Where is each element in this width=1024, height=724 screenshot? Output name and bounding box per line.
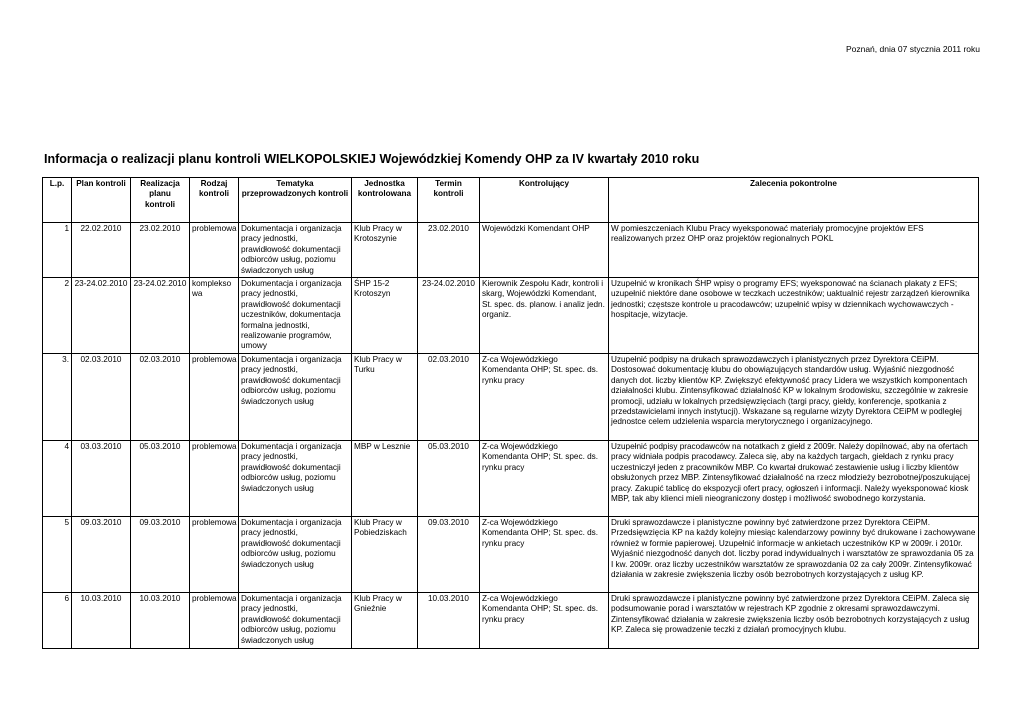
cell-termin: 23.02.2010 [418, 223, 480, 278]
cell-jednostka: ŚHP 15-2 Krotoszyn [352, 278, 418, 354]
cell-kontrolujacy: Wojewódzki Komendant OHP [480, 223, 609, 278]
cell-jednostka: Klub Pracy w Gnieźnie [352, 592, 418, 648]
cell-lp: 6 [43, 592, 72, 648]
cell-plan: 02.03.2010 [72, 353, 131, 440]
table-header-row [43, 178, 979, 223]
cell-realizacja: 02.03.2010 [131, 353, 190, 440]
cell-kontrolujacy: Z-ca Wojewódzkiego Komendanta OHP; St. spec. ds. rynku pracy [480, 353, 609, 440]
cell-tematyka: Dokumentacja i organizacja pracy jednostki, prawidłowość dokumentacji uczestników, dokumentacja formalna jednostki, realizowanie programów, umowy [239, 278, 352, 354]
header-realizacja: Realizacja planu kontroli [131, 178, 190, 223]
cell-jednostka: Klub Pracy w Pobiedziskach [352, 516, 418, 592]
cell-termin: 10.03.2010 [418, 592, 480, 648]
cell-realizacja: 23-24.02.2010 [131, 278, 190, 354]
cell-lp: 2 [43, 278, 72, 354]
header-plan: Plan kontroli [72, 178, 131, 223]
cell-rodzaj: problemowa [190, 592, 239, 648]
cell-jednostka: Klub Pracy w Turku [352, 353, 418, 440]
table-row [43, 516, 979, 592]
cell-plan: 09.03.2010 [72, 516, 131, 592]
cell-rodzaj: kompleksowa [190, 278, 239, 354]
cell-jednostka: Klub Pracy w Krotoszynie [352, 223, 418, 278]
cell-realizacja: 09.03.2010 [131, 516, 190, 592]
header-lp: L.p. [43, 178, 72, 223]
header-termin: Termin kontroli [418, 178, 480, 223]
cell-termin: 23-24.02.2010 [418, 278, 480, 354]
table-row [43, 223, 979, 278]
cell-jednostka: MBP w Lesznie [352, 440, 418, 516]
cell-rodzaj: problemowa [190, 440, 239, 516]
table-row [43, 440, 979, 516]
header-zalecenia: Zalecenia pokontrolne [609, 178, 979, 223]
cell-plan: 03.03.2010 [72, 440, 131, 516]
cell-plan: 23-24.02.2010 [72, 278, 131, 354]
cell-termin: 05.03.2010 [418, 440, 480, 516]
header-jednostka: Jednostka kontrolowana [352, 178, 418, 223]
cell-rodzaj: problemowa [190, 223, 239, 278]
table-row [43, 353, 979, 440]
cell-tematyka: Dokumentacja i organizacja pracy jednostki, prawidłowość dokumentacji odbiorców usług, poziomu świadczonych usług [239, 592, 352, 648]
document-title: Informacja o realizacji planu kontroli WIELKOPOLSKIEJ Wojewódzkiej Komendy OHP za IV kwartały 2010 roku [44, 152, 700, 166]
cell-rodzaj: problemowa [190, 353, 239, 440]
cell-tematyka: Dokumentacja i organizacja pracy jednostki, prawidłowość dokumentacji odbiorców usług, poziomu świadczonych usług [239, 353, 352, 440]
cell-tematyka: Dokumentacja i organizacja pracy jednostki, prawidłowość dokumentacji odbiorców usług, poziomu świadczonych usług [239, 516, 352, 592]
cell-lp: 1 [43, 223, 72, 278]
cell-lp: 4 [43, 440, 72, 516]
cell-tematyka: Dokumentacja i organizacja pracy jednostki, prawidłowość dokumentacji odbiorców usług, poziomu świadczonych usług [239, 440, 352, 516]
cell-realizacja: 05.03.2010 [131, 440, 190, 516]
cell-plan: 22.02.2010 [72, 223, 131, 278]
cell-realizacja: 10.03.2010 [131, 592, 190, 648]
table-row [43, 592, 979, 648]
cell-termin: 09.03.2010 [418, 516, 480, 592]
cell-kontrolujacy: Kierownik Zespołu Kadr, kontroli i skarg, Wojewódzki Komendant, St. spec. ds. planow. i analiz jedn. organiz. [480, 278, 609, 354]
cell-zalecenia: W pomieszczeniach Klubu Pracy wyeksponować materiały promocyjne projektów EFS realizowanych przez OHP oraz projektów regionalnych POKL [609, 223, 979, 278]
header-rodzaj: Rodzaj kontroli [190, 178, 239, 223]
cell-kontrolujacy: Z-ca Wojewódzkiego Komendanta OHP; St. spec. ds. rynku pracy [480, 516, 609, 592]
control-plan-table [42, 177, 979, 649]
table-row [43, 278, 979, 354]
cell-realizacja: 23.02.2010 [131, 223, 190, 278]
cell-tematyka: Dokumentacja i organizacja pracy jednostki, prawidłowość dokumentacji odbiorców usług, poziomu świadczonych usług [239, 223, 352, 278]
cell-kontrolujacy: Z-ca Wojewódzkiego Komendanta OHP; St. spec. ds. rynku pracy [480, 440, 609, 516]
cell-termin: 02.03.2010 [418, 353, 480, 440]
cell-zalecenia: Uzupełnić podpisy pracodawców na notatkach z giełd z 2009r. Należy dopilnować, aby na ofertach pracy widniała podpis pracodawcy. Zaleca się, aby na każdych targach, giełdach z rynku pracy uczestniczył jeden z pracowników MBP. Co kwartał drukować zestawienie usług i liczby klientów obsłużonych przez MBP. Zintensyfikować działalność na rzecz młodzieży bezrobotnej/poszukującej pracy. Zakupić tablicę do ekspozycji ofert pracy, ogłoszeń i informacji. Należy wyeksponować kiosk MBP, tak aby klienci mieli nieograniczony dostęp i możliwość swobodnego korzystania. [609, 440, 979, 516]
cell-kontrolujacy: Z-ca Wojewódzkiego Komendanta OHP; St. spec. ds. rynku pracy [480, 592, 609, 648]
header-tematyka: Tematyka przeprowadzonych kontroli [239, 178, 352, 223]
place-date: Poznań, dnia 07 stycznia 2011 roku [845, 44, 980, 54]
cell-rodzaj: problemowa [190, 516, 239, 592]
cell-lp: 5 [43, 516, 72, 592]
cell-zalecenia: Uzupełnić w kronikach ŚHP wpisy o programy EFS; wyeksponować na ścianach plakaty z EFS; uzupełnić niektóre dane osobowe w teczkach uczestników; uaktualnić rejestr zarządzeń kierownika jednostki; częstsze kontrole u pracodawców; uzupełnić wpisy w dziennikach wychowawczych - hospitacje, wizytacje. [609, 278, 979, 354]
header-kontrolujacy: Kontrolujący [480, 178, 609, 223]
cell-zalecenia: Druki sprawozdawcze i planistyczne powinny być zatwierdzone przez Dyrektora CEiPM. Przedsięwzięcia KP na każdy kolejny miesiąc kalendarzowy powinny być drukowane i zachowywane również w formie papierowej. Uzupełnić informacje w ankietach uczestników KP w 2009r. i 2010r. Wyjaśnić niezgodność danych dot. liczby porad indywidualnych i warsztatów ze sprawozdania 05 za I kw. 2009r. oraz liczby uczestników warsztatów ze sprawozdania 02 za cały 2009r. Zintensyfikować działania w zakresie zwiększenia liczby osób bezrobotnych korzystających z usług KP. [609, 516, 979, 592]
cell-zalecenia: Uzupełnić podpisy na drukach sprawozdawczych i planistycznych przez Dyrektora CEiPM. Dostosować dokumentację klubu do obowiązujących standardów usług. Wyjaśnić niezgodność danych dot. liczby klientów KP. Zwiększyć efektywność pracy Lidera we wszystkich komponentach działalności klubu. Zintensyfikować działalność KP w lokalnym środowisku, szczególnie w zakresie promocji, udziału w lokalnych przedsięwzięciach (targi pracy, giełdy, konferencje, spotkania z przedstawicielami innych instytucji). Wskazane są regularne wizyty Dyrektora CEiPM w podległej jednostce celem udzielenia wsparcia merytorycznego i organizacyjnego. [609, 353, 979, 440]
cell-zalecenia: Druki sprawozdawcze i planistyczne powinny być zatwierdzone przez Dyrektora CEiPM. Zaleca się podsumowanie porad i warsztatów w rejestrach KP zgodnie z okresami sprawozdawczymi. Zintensyfikować działania w zakresie zwiększenia liczby osób bezrobotnych korzystających z usług KP. Zaleca się prowadzenie teczki z działań promocyjnych klubu. [609, 592, 979, 648]
cell-lp: 3. [43, 353, 72, 440]
cell-plan: 10.03.2010 [72, 592, 131, 648]
